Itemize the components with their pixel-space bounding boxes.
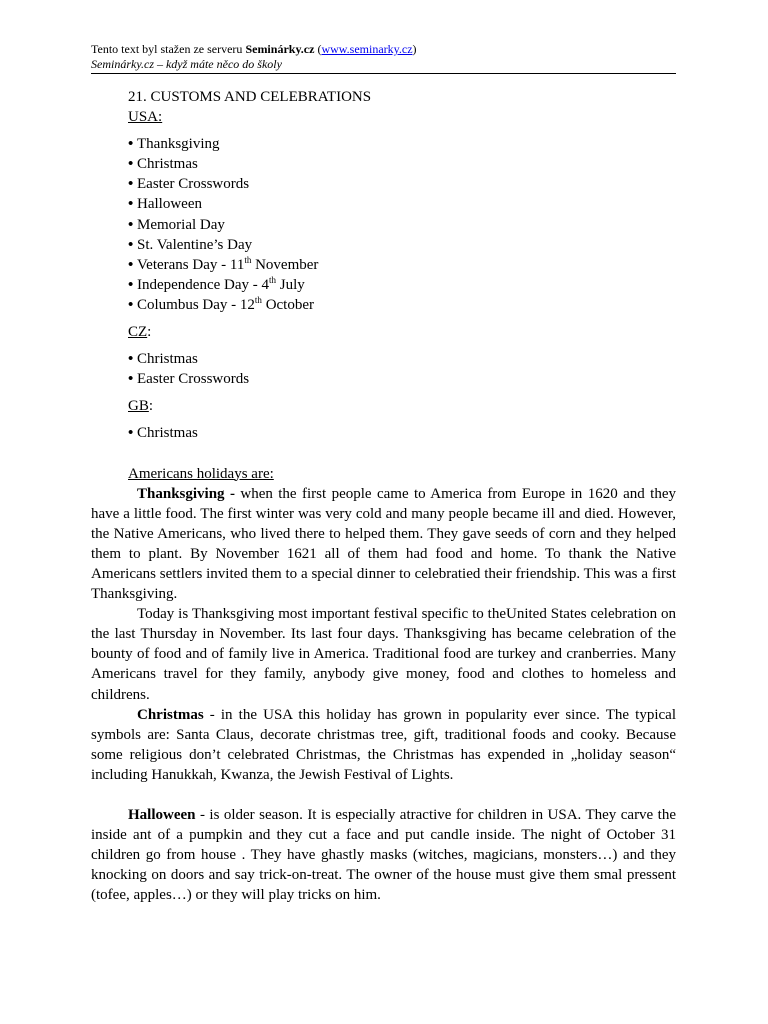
list-item: • Easter Crosswords (128, 369, 676, 389)
page-title: 21. CUSTOMS AND CELEBRATIONS (128, 89, 372, 105)
list-item: • Easter Crosswords (128, 174, 676, 194)
cz-list (128, 349, 676, 389)
list-item: • Halloween (128, 194, 676, 214)
today-paragraph: Today is Thanksgiving most important festival specific to theUnited States celebration on the last Thursday in November. Its last four days. Thanksgiving has became celebration of the bounty of food and of family live in America. Traditional food are turkey and cranberries. Many Americans travel for they family, anybody give money, food and clothes to homeless and childrens. (91, 606, 676, 703)
header-paren-close: ) (412, 42, 417, 56)
list-item: • Thanksgiving (128, 134, 676, 154)
header-source-line (91, 42, 676, 57)
list-item: • Christmas (128, 154, 676, 174)
outline-section (91, 87, 676, 484)
document-body (91, 87, 676, 905)
cz-label: CZ: (128, 324, 152, 341)
header-paren-open: ( (314, 42, 322, 56)
header-site-name: Seminárky.cz (245, 42, 315, 56)
list-item: • Veterans Day - 11th November (128, 255, 676, 275)
list-item: • St. Valentine’s Day (128, 235, 676, 255)
gb-list (128, 423, 676, 443)
page-header (91, 42, 676, 74)
christmas-term: Christmas (137, 706, 204, 723)
list-item: • Memorial Day (128, 215, 676, 235)
halloween-paragraph: Halloween - is older season. It is especially atractive for children in USA. They carve the inside ant of a pumpkin and they cut a face and put candle inside. The night of October 31 children go from house . They have ghastly masks (witches, magicians, monsters…) and they knocking on doors and say trick-on-treat. The owner of the house must give them smal pressent (tofee, apples…) or they will play tricks on him. (91, 807, 676, 904)
header-prefix: Tento text byl stažen ze serveru (91, 42, 246, 56)
halloween-term: Halloween (128, 807, 196, 823)
list-item: • Christmas (128, 349, 676, 369)
gb-label: GB: (128, 398, 154, 415)
list-item: • Christmas (128, 423, 676, 443)
usa-list (128, 134, 676, 315)
thanksgiving-paragraph: Thanksgiving - when the first people came to America from Europe in 1620 and they have a little food. The first winter was very cold and many people became ill and died. However, the Native Americans, who lived there to helped them. They gave seeds of corn and they helped them to plant. By November 1621 all of them had food and home. To thank the Native Americans settlers invited them to a special dinner to celebratied their friendship. This was a first Thanksgiving. (91, 485, 676, 603)
usa-label: USA: (128, 109, 163, 126)
list-item: • Columbus Day - 12th October (128, 295, 676, 315)
header-tagline: Seminárky.cz – když máte něco do školy (91, 57, 282, 71)
header-url-link[interactable]: www.seminarky.cz (321, 42, 413, 56)
thanksgiving-term: Thanksgiving - (137, 485, 235, 502)
intro-line: Americans holidays are: (128, 465, 274, 482)
christmas-paragraph: Christmas - in the USA this holiday has grown in popularity ever since. The typical symbols are: Santa Claus, decorate christmas tree, gift, traditional foods and cooky. Because some religious don’t celebrated Christmas, the Christmas has expended in „holiday season“ including Hanukkah, Kwanza, the Jewish Festival of Lights. (91, 706, 676, 783)
list-item: • Independence Day - 4th July (128, 275, 676, 295)
